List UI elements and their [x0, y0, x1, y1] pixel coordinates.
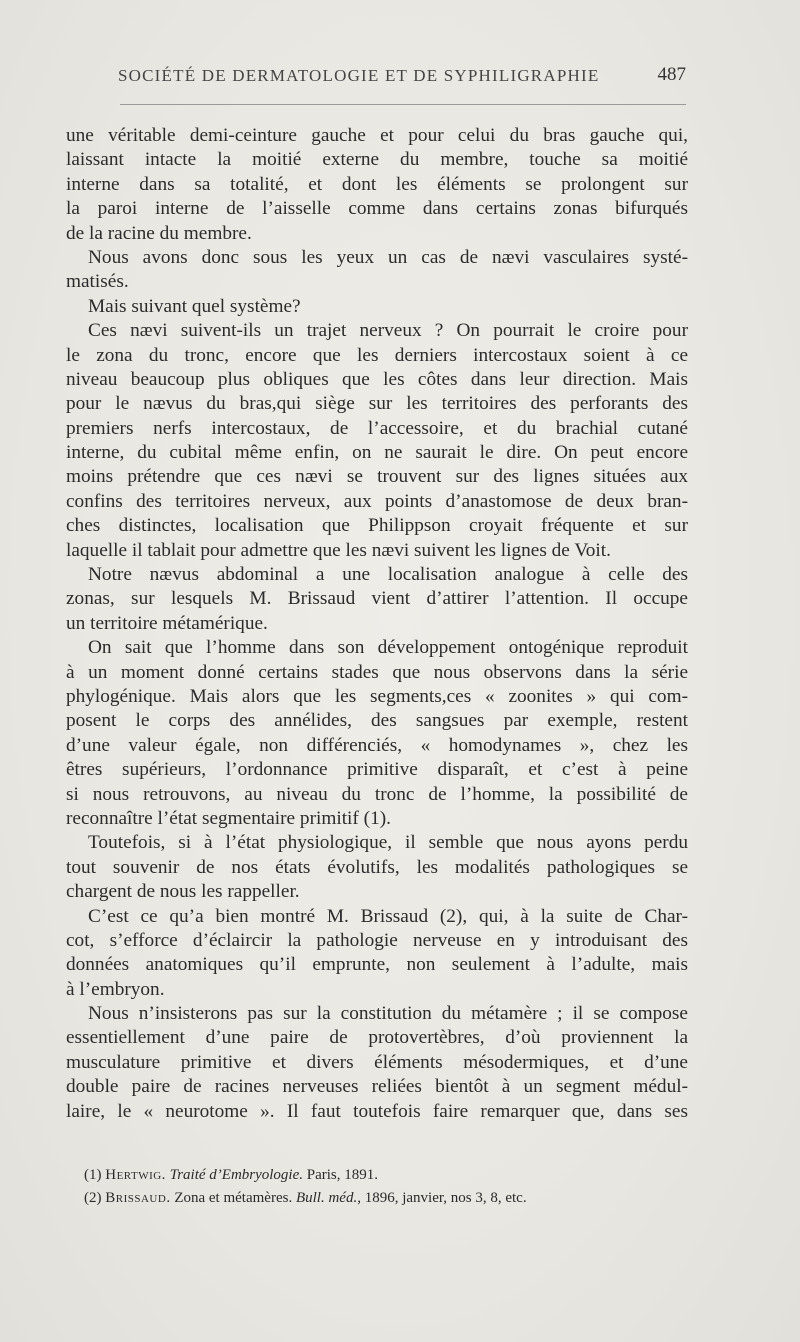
footnotes — [84, 1164, 704, 1210]
text-line: double paire de racines nerveuses reliées bientôt à un segment médul- — [66, 1076, 688, 1098]
footnote-1 — [84, 1164, 704, 1187]
text-line: à l’embryon. — [66, 978, 165, 1000]
text-line: matisés. — [66, 271, 129, 293]
text-line: musculature primitive et divers éléments mésodermiques, et d’une — [66, 1051, 688, 1073]
text-line: Nous avons donc sous les yeux un cas de nævi vasculaires systé- — [88, 246, 688, 268]
text-line: On sait que l’homme dans son développement ontogénique reproduit — [88, 637, 688, 659]
footnote-details: 1896, janvier, nos 3, 8, etc. — [364, 1190, 527, 1206]
text-line: une véritable demi-ceinture gauche et pour celui du bras gauche qui, — [66, 125, 688, 146]
text-line: chargent de nous les rappeller. — [66, 881, 300, 903]
footnote-author: Hertwig. — [105, 1167, 166, 1183]
text-line: confins des territoires nerveux, aux points d’anastomose de deux bran- — [66, 490, 688, 512]
text-line: laquelle il tablait pour admettre que les nævi suivent les lignes de Voit. — [66, 539, 611, 561]
text-line: Ces nævi suivent-ils un trajet nerveux ? On pourrait le croire pour — [88, 320, 688, 342]
text-line: posent le corps des annélides, des sangsues par exemple, restent — [66, 710, 688, 732]
text-line: si nous retrouvons, au niveau du tronc de l’homme, la possibilité de — [66, 783, 688, 805]
text-line: Mais suivant quel système? — [88, 295, 301, 317]
page-number: 487 — [657, 64, 686, 85]
footnote-marker: (1) — [84, 1167, 102, 1183]
footnote-title: Bull. méd., — [295, 1190, 361, 1206]
text-line: laissant intacte la moitié externe du membre, touche sa moitié — [66, 149, 688, 171]
text-line: à un moment donné certains stades que nous observons dans la série — [66, 661, 688, 683]
text-line: pour le nævus du bras,qui siège sur les territoires des perforants des — [66, 393, 688, 415]
text-line: tout souvenir de nos états évolutifs, les modalités pathologiques se — [66, 856, 688, 878]
text-line: phylogénique. Mais alors que les segments,ces « zoonites » qui com- — [66, 685, 688, 707]
text-line: la paroi interne de l’aisselle comme dans certains zonas bifurqués — [66, 198, 688, 220]
text-line: interne, du cubital même enfin, on ne saurait le dire. On peut encore — [66, 442, 688, 464]
text-line: Notre nævus abdominal a une localisation analogue à celle des — [88, 564, 688, 586]
body-text — [66, 124, 688, 1124]
text-line: niveau beaucoup plus obliques que les côtes dans leur direction. Mais — [66, 368, 688, 390]
text-line: zonas, sur lesquels M. Brissaud vient d’attirer l’attention. Il occupe — [66, 588, 688, 610]
running-title: SOCIÉTÉ DE DERMATOLOGIE ET DE SYPHILIGRAPHIE — [118, 66, 600, 85]
text-line: interne dans sa totalité, et dont les éléments se prolongent sur — [66, 173, 688, 195]
text-line: premiers nerfs intercostaux, de l’accessoire, et du brachial cutané — [66, 417, 688, 439]
text-line: essentiellement d’une paire de protovertèbres, d’où proviennent la — [66, 1027, 688, 1049]
footnote-marker: (2) — [84, 1190, 102, 1206]
text-line: C’est ce qu’a bien montré M. Brissaud (2), qui, à la suite de Char- — [88, 905, 688, 927]
text-line: un territoire métamérique. — [66, 612, 268, 634]
text-line: ches distinctes, localisation que Philippson croyait fréquente et sur — [66, 515, 688, 537]
text-line: le zona du tronc, encore que les derniers intercostaux soient à ce — [66, 344, 688, 366]
text-line: de la racine du membre. — [66, 222, 252, 244]
footnote-2 — [84, 1187, 704, 1210]
text-line: laire, le « neurotome ». Il faut toutefois faire remarquer que, dans ses — [66, 1100, 688, 1122]
text-line: reconnaître l’état segmentaire primitif (1). — [66, 807, 391, 829]
text-line: Nous n’insisterons pas sur la constitution du métamère ; il se compose — [88, 1003, 688, 1025]
footnote-lead: Zona et métamères. — [174, 1190, 293, 1206]
text-line: d’une valeur égale, non différenciés, « homodynames », chez les — [66, 734, 688, 756]
text-line: moins prétendre que ces nævi se trouvent sur des lignes situées aux — [66, 466, 688, 488]
text-line: êtres supérieurs, l’ordonnance primitive disparaît, et c’est à peine — [66, 759, 688, 781]
footnote-details: Paris, 1891. — [306, 1167, 379, 1183]
text-line: Toutefois, si à l’état physiologique, il semble que nous ayons perdu — [88, 832, 688, 854]
text-line: données anatomiques qu’il emprunte, non seulement à l’adulte, mais — [66, 954, 688, 976]
footnote-author: Brissaud. — [105, 1190, 171, 1206]
header-rule — [120, 104, 686, 105]
footnote-title: Traité d’Embryologie. — [169, 1167, 304, 1183]
running-header — [66, 66, 686, 96]
text-line: cot, s’efforce d’éclaircir la pathologie nerveuse en y introduisant des — [66, 929, 688, 951]
